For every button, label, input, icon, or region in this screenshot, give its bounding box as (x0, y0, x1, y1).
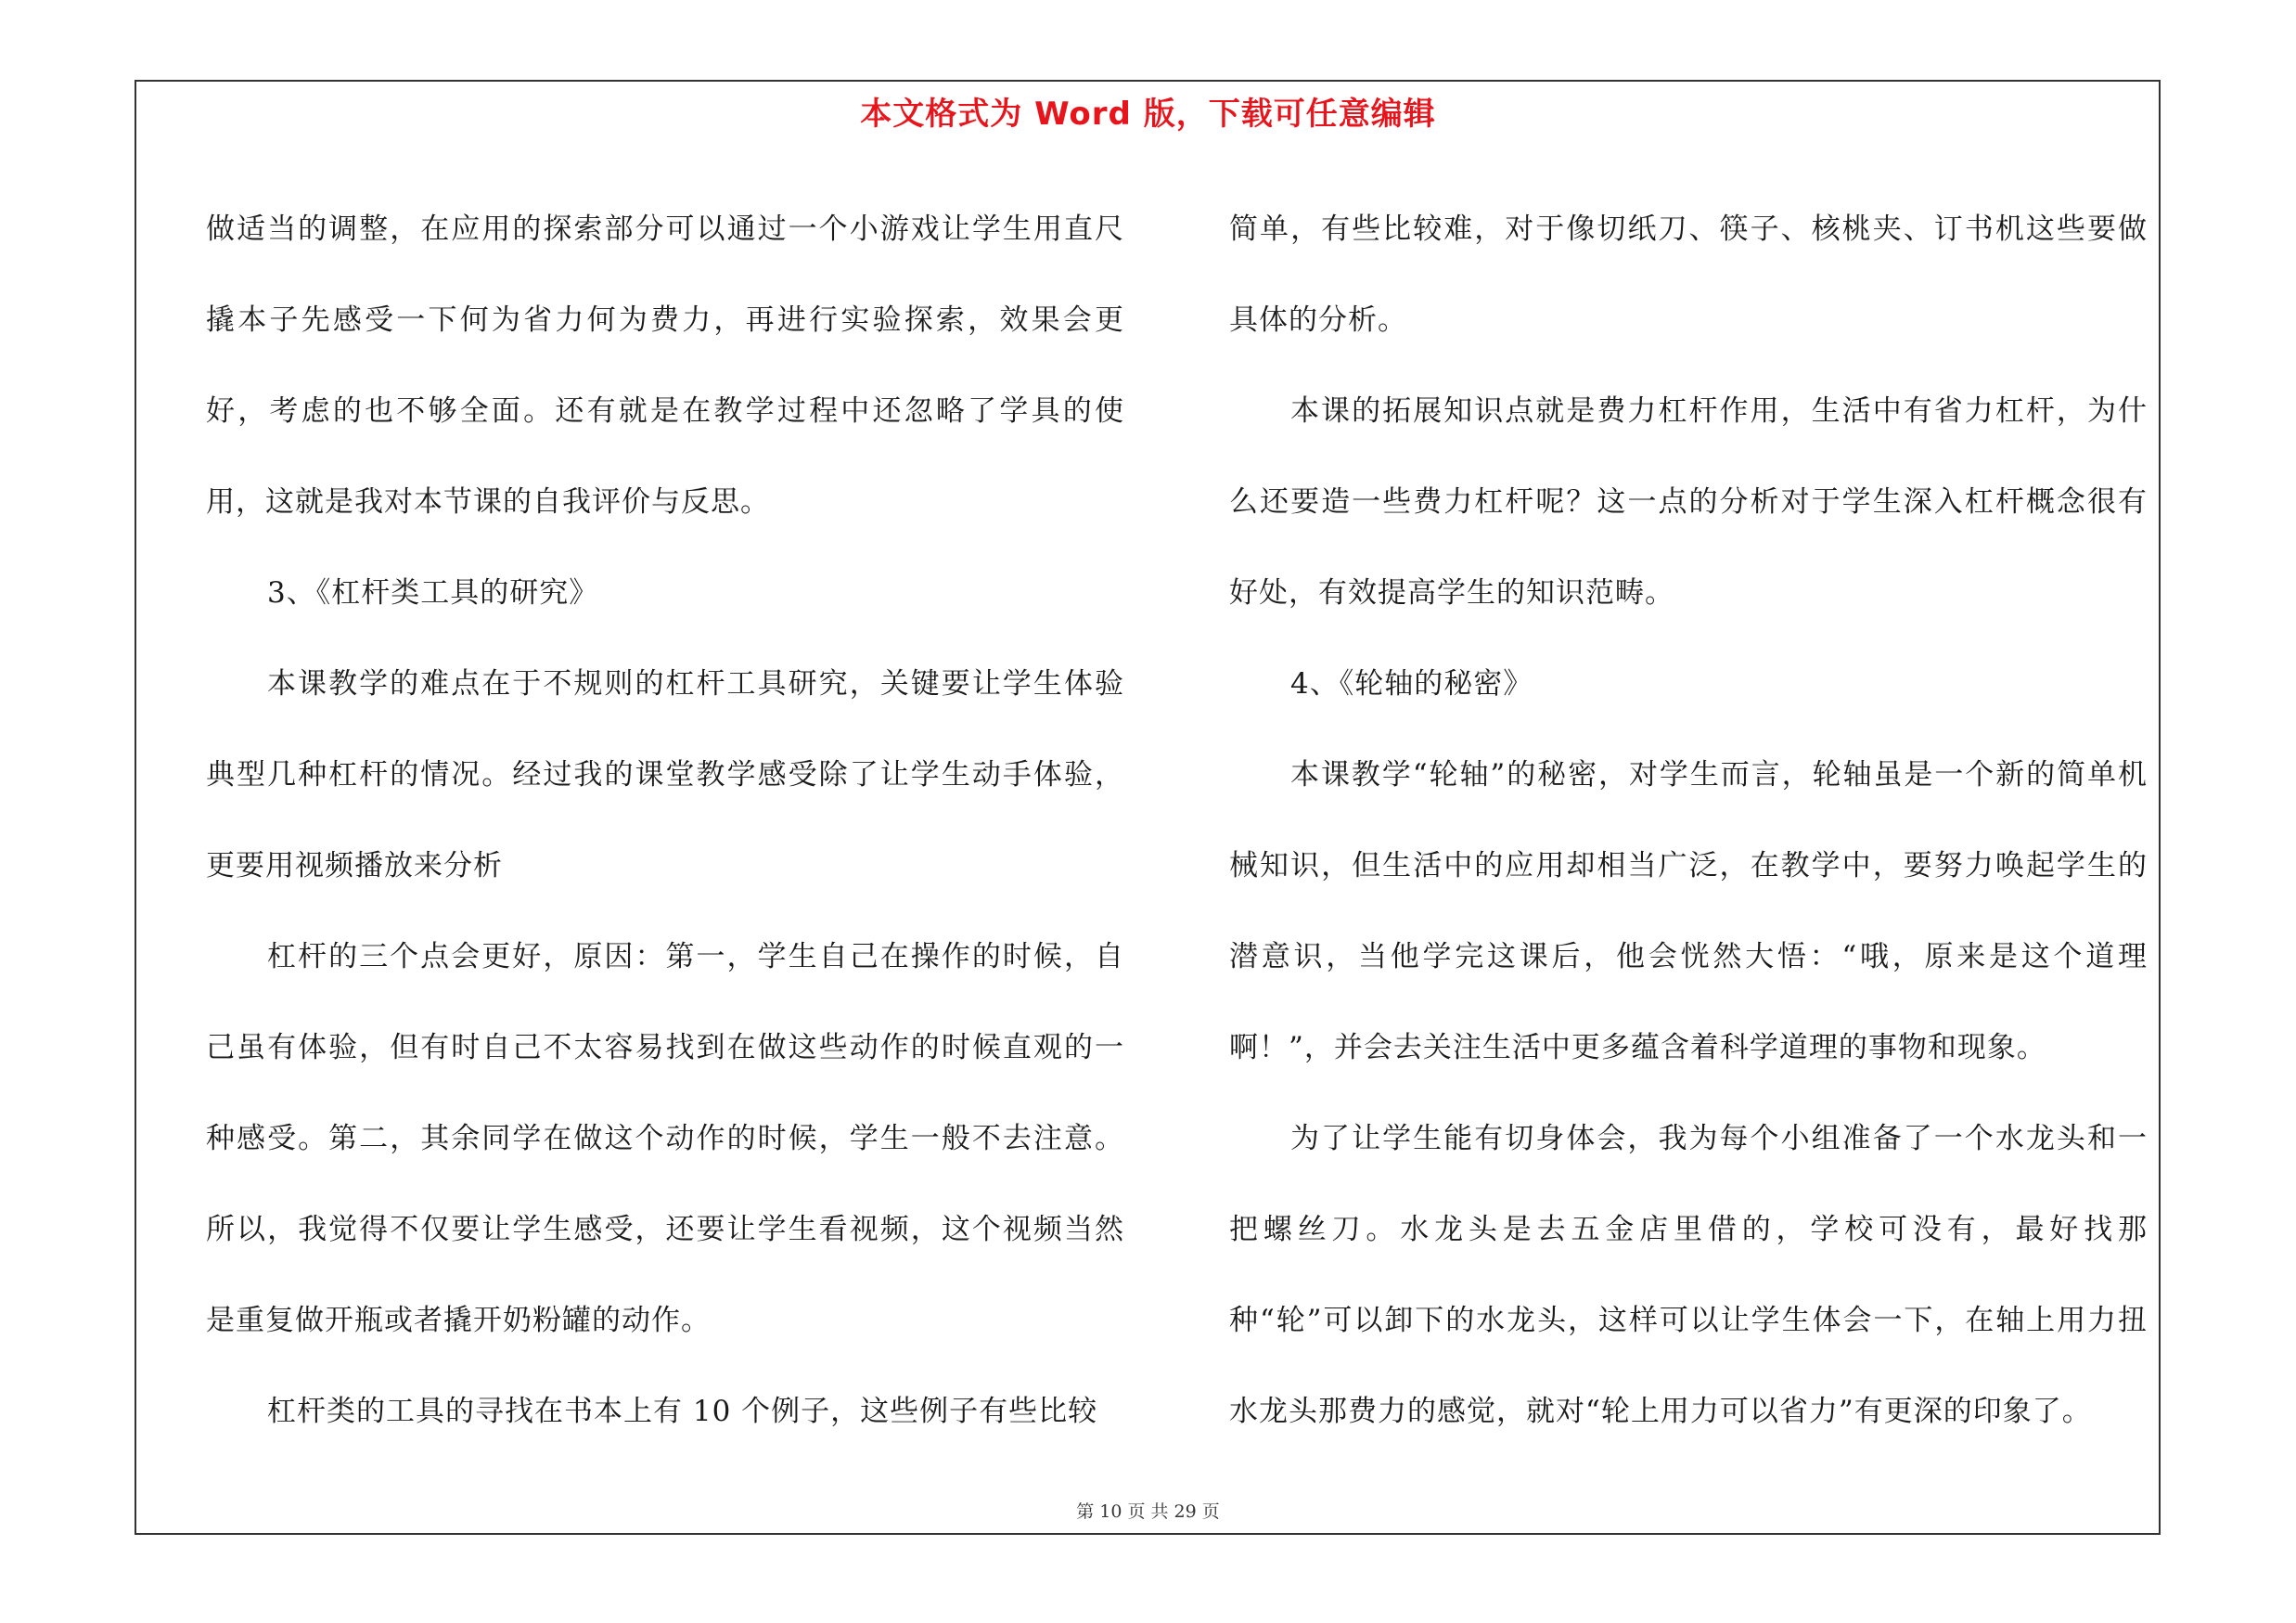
paragraph: 杠杆类的工具的寻找在书本上有 10 个例子，这些例子有些比较 (267, 1395, 1098, 1428)
left-column (206, 184, 1124, 1457)
paragraph-continuation: 做适当的调整，在应用的探索部分可以通过一个小游戏让学生用直尺撬本子先感受一下何为省力何为费力，再进行实验探索，效果会更好，考虑的也不够全面。还有就是在教学过程中还忽略了学具的使用，这就是我对本节课的自我评价与反思。 (206, 213, 1124, 519)
format-banner: 本文格式为 Word 版，下载可任意编辑 (860, 96, 1436, 133)
paragraph: 本课教学的难点在于不规则的杠杆工具研究，关键要让学生体验典型几种杠杆的情况。经过我的课堂教学感受除了让学生动手体验，更要用视频播放来分析 (206, 667, 1124, 882)
right-column (1229, 184, 2148, 1457)
paragraph: 杠杆的三个点会更好，原因：第一，学生自己在操作的时候，自己虽有体验，但有时自己不太容易找到在做这些动作的时候直观的一种感受。第二，其余同学在做这个动作的时候，学生一般不去注意。所以，我觉得不仅要让学生感受，还要让学生看视频，这个视频当然是重复做开瓶或者撬开奶粉罐的动作。 (206, 940, 1124, 1337)
section-heading-3: 3、《杠杆类工具的研究》 (267, 576, 599, 610)
page-number: 第 10 页 共 29 页 (1076, 1501, 1220, 1522)
paragraph: 本课教学“轮轴”的秘密，对学生而言，轮轴虽是一个新的简单机械知识，但生活中的应用却相当广泛，在教学中，要努力唤起学生的潜意识，当他学完这课后，他会恍然大悟：“哦，原来是这个道理啊！”，并会去关注生活中更多蕴含着科学道理的事物和现象。 (1229, 758, 2148, 1064)
paragraph: 本课的拓展知识点就是费力杠杆作用，生活中有省力杠杆，为什么还要造一些费力杠杆呢？这一点的分析对于学生深入杠杆概念很有好处，有效提高学生的知识范畴。 (1229, 394, 2148, 610)
paragraph-continuation: 简单，有些比较难，对于像切纸刀、筷子、核桃夹、订书机这些要做具体的分析。 (1229, 213, 2148, 337)
paragraph: 为了让学生能有切身体会，我为每个小组准备了一个水龙头和一把螺丝刀。水龙头是去五金店里借的，学校可没有，最好找那种“轮”可以卸下的水龙头，这样可以让学生体会一下，在轴上用力扭水龙头那费力的感觉，就对“轮上用力可以省力”有更深的印象了。 (1229, 1122, 2148, 1428)
section-heading-4: 4、《轮轴的秘密》 (1290, 667, 1533, 701)
